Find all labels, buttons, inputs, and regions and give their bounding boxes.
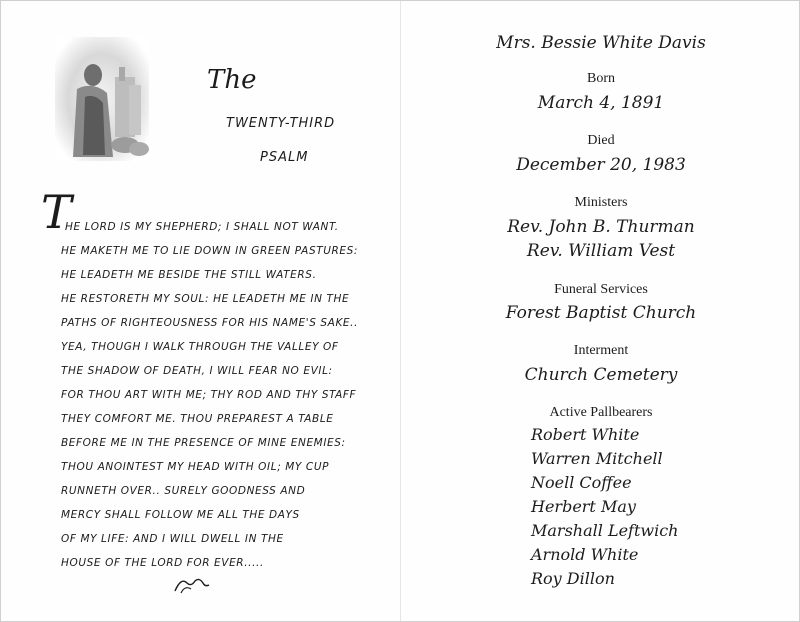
pallbearer-name: Warren Mitchell: [531, 449, 663, 468]
christ-shepherd-image: [55, 37, 149, 161]
psalm-line: HOUSE OF THE LORD FOR EVER.....: [61, 557, 264, 569]
flourish-ornament: [171, 573, 211, 595]
pallbearer-name: Herbert May: [531, 497, 636, 516]
born-label: Born: [587, 71, 615, 86]
psalm-line: FOR THOU ART WITH ME; THY ROD AND THY STAFF: [61, 389, 357, 401]
pallbearer-name: Noell Coffee: [531, 473, 632, 492]
minister-name: Rev. William Vest: [526, 241, 676, 261]
services-label: Funeral Services: [554, 282, 648, 297]
psalm-line: THEY COMFORT ME. THOU PREPAREST A TABLE: [61, 413, 334, 425]
psalm-line: MERCY SHALL FOLLOW ME ALL THE DAYS: [61, 509, 300, 521]
pallbearer-name: Arnold White: [531, 545, 639, 564]
psalm-line: HE LEADETH ME BESIDE THE STILL WATERS.: [61, 269, 317, 281]
psalm-heading-title: TWENTY-THIRD: [226, 116, 336, 131]
psalm-line: HE LORD IS MY SHEPHERD; I SHALL NOT WANT.: [65, 221, 339, 233]
psalm-line: BEFORE ME IN THE PRESENCE OF MINE ENEMIES:: [61, 437, 346, 449]
ministers-label: Ministers: [574, 195, 628, 210]
born-date: March 4, 1891: [537, 93, 665, 113]
died-date: December 20, 1983: [516, 155, 686, 175]
psalm-heading-the: The: [207, 65, 257, 95]
psalm-line: PATHS OF RIGHTEOUSNESS FOR HIS NAME'S SAKE..: [61, 317, 359, 329]
psalm-line: HE RESTORETH MY SOUL: HE LEADETH ME IN THE: [61, 293, 350, 305]
psalm-line: YEA, THOUGH I WALK THROUGH THE VALLEY OF: [61, 341, 339, 353]
psalm-dropcap: T: [41, 185, 72, 239]
interment-location: Church Cemetery: [524, 365, 678, 385]
psalm-line: THE SHADOW OF DEATH, I WILL FEAR NO EVIL:: [61, 365, 333, 377]
psalm-line: HE MAKETH ME TO LIE DOWN IN GREEN PASTURES:: [61, 245, 359, 257]
deceased-name: Mrs. Bessie White Davis: [496, 33, 706, 53]
pallbearer-name: Robert White: [531, 425, 640, 444]
psalm-line: OF MY LIFE: AND I WILL DWELL IN THE: [61, 533, 284, 545]
services-location: Forest Baptist Church: [505, 303, 697, 323]
center-fold: [400, 1, 401, 621]
pallbearer-name: Marshall Leftwich: [531, 521, 679, 540]
died-label: Died: [587, 133, 615, 148]
interment-label: Interment: [573, 343, 629, 358]
psalm-heading-subtitle: PSALM: [260, 150, 309, 165]
psalm-line: THOU ANOINTEST MY HEAD WITH OIL; MY CUP: [61, 461, 330, 473]
pallbearers-label: Active Pallbearers: [549, 405, 653, 420]
psalm-line: RUNNETH OVER.. SURELY GOODNESS AND: [61, 485, 306, 497]
pallbearer-name: Roy Dillon: [531, 569, 615, 588]
minister-name: Rev. John B. Thurman: [507, 217, 695, 237]
